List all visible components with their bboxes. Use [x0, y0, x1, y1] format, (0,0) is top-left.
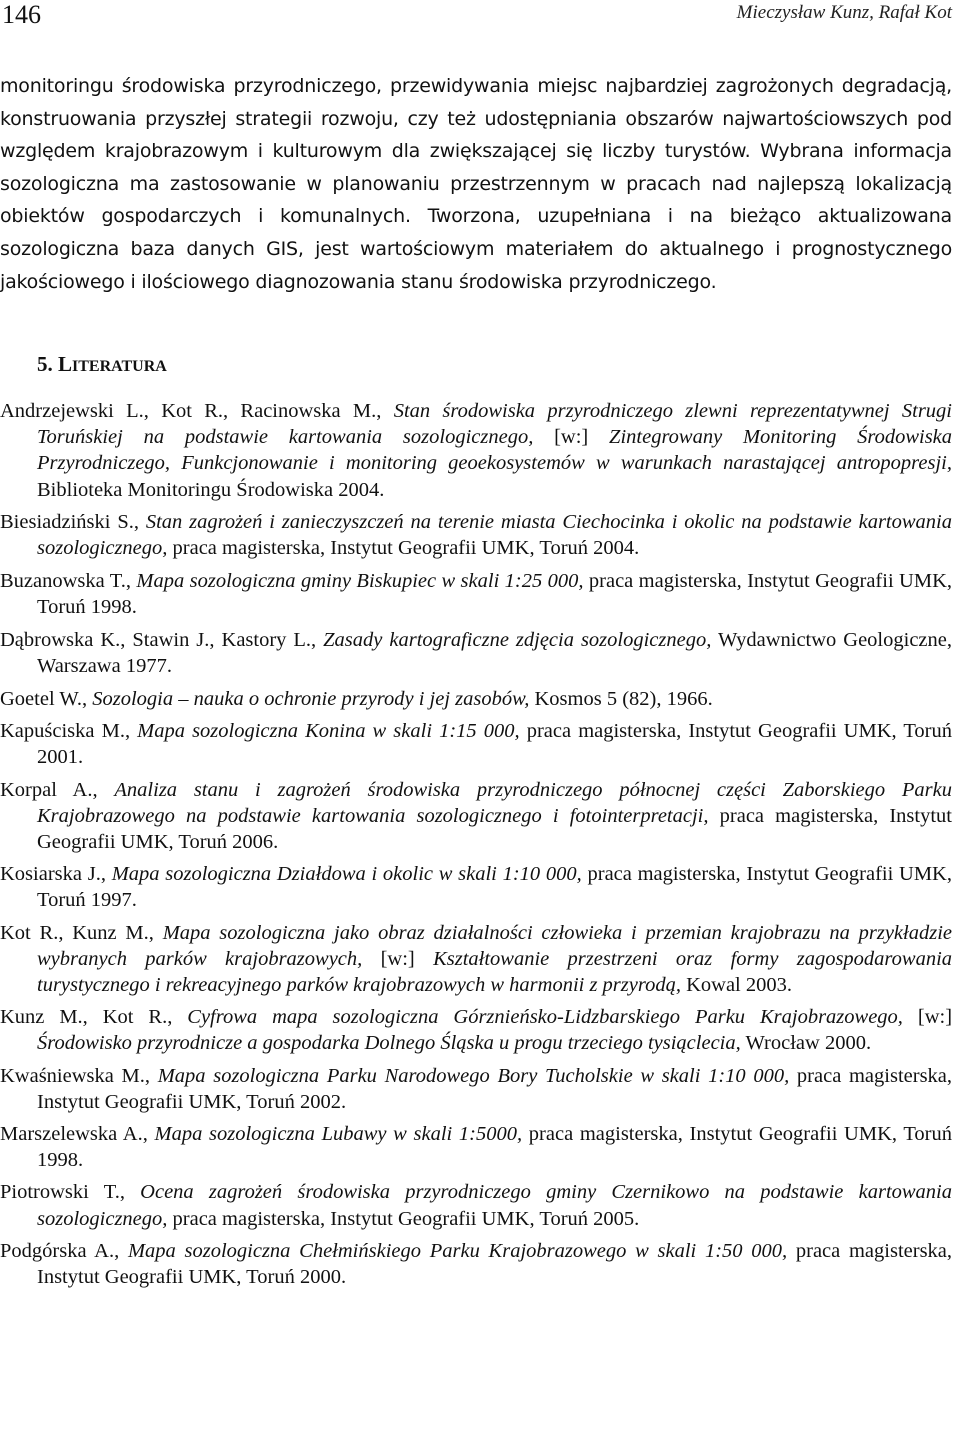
- reference-item: Kosiarska J., Mapa sozologiczna Działdowa i okolic w skali 1:10 000, praca magisterska, Instytut Geografii UMK, Toruń 1997.: [0, 863, 952, 912]
- ref-title: Mapa sozologiczna Działdowa i okolic w skali 1:10 000,: [111, 863, 582, 886]
- ref-title-secondary: Zintegrowany Monitoring Środowiska Przyrodniczego, Funkcjonowanie i monitoring geoekosystemów w warunkach narastającej antropopresji,: [37, 426, 953, 475]
- ref-details: Wydawnictwo Geologiczne, Warszawa 1977.: [37, 628, 952, 677]
- ref-authors: Kot R., Kunz M.: [0, 921, 149, 944]
- reference-item: Podgórska A., Mapa sozologiczna Chełmińskiego Parku Krajobrazowego w skali 1:50 000, praca magisterska, Instytut Geografii UMK, Toruń 2000.: [0, 1239, 953, 1289]
- ref-authors: Buzanowska T.: [0, 570, 126, 593]
- ref-authors: Kwaśniewska M.: [0, 1064, 145, 1087]
- reference-list: [0, 398, 952, 1296]
- reference-item: Kwaśniewska M., Mapa sozologiczna Parku Narodowego Bory Tucholskie w skali 1:10 000, praca magisterska, Instytut Geografii UMK, Toruń 2002.: [0, 1064, 953, 1113]
- ref-authors: Podgórska A.: [0, 1239, 115, 1262]
- ref-title: Mapa sozologiczna Lubawy w skali 1:5000,: [154, 1123, 523, 1146]
- section-heading: [37, 351, 167, 380]
- ref-details: praca magisterska, Instytut Geografii UMK, Toruń 2001.: [37, 720, 953, 769]
- ref-title-secondary: Kształtowanie przestrzeni oraz formy zagospodarowania turystycznego i rekreacyjnego parków krajobrazowych w harmonii z przyrodą,: [37, 947, 953, 997]
- reference-item: Korpal A., Analiza stanu i zagrożeń środowiska przyrodniczego północnej części Zaborskiego Parku Krajobrazowego na podstawie kartowania sozologicznego i fotointerpretacji, praca magisterska, Instytut Geografii UMK, Toruń 2006.: [0, 778, 953, 854]
- ref-details-secondary: Kowal 2003.: [686, 974, 792, 997]
- ref-details: Kosmos 5 (82), 1966.: [534, 688, 713, 711]
- ref-details-secondary: Biblioteka Monitoringu Środowiska 2004.: [37, 478, 385, 501]
- ref-title: Stan środowiska przyrodniczego zlewni reprezentatywnej Strugi Toruńskiej na podstawie kartowania sozologicznego,: [37, 400, 953, 449]
- ref-title: Sozologia – nauka o ochronie przyrody i jej zasobów,: [92, 688, 530, 711]
- reference-item: Kot R., Kunz M., Mapa sozologiczna jako obraz działalności człowieka i przemian krajobrazu na przykładzie wybranych parków krajobrazowych, [w:] Kształtowanie przestrzeni oraz formy zagospodarowania turystycznego i rekreacyjnego parków krajobrazowych w harmonii z przyrodą, Kowal 2003.: [0, 921, 953, 997]
- ref-details: praca magisterska, Instytut Geografii UMK, Toruń 1998.: [37, 570, 952, 619]
- ref-title: Mapa sozologiczna gminy Biskupiec w skali 1:25 000,: [136, 570, 584, 593]
- ref-details: praca magisterska, Instytut Geografii UMK, Toruń 1997.: [37, 863, 952, 912]
- ref-authors: Marszelewska A.: [0, 1123, 143, 1146]
- ref-details: praca magisterska, Instytut Geografii UMK, Toruń 2002.: [37, 1064, 953, 1113]
- section-title-initial: L: [58, 352, 73, 376]
- ref-details: [w:]: [917, 1006, 953, 1029]
- ref-title: Ocena zagrożeń środowiska przyrodniczego gminy Czernikowo na podstawie kartowania sozologicznego,: [37, 1181, 953, 1230]
- section-number: 5.: [37, 352, 53, 376]
- ref-authors: Korpal A.: [0, 778, 93, 801]
- reference-item: Kunz M., Kot R., Cyfrowa mapa sozologiczna Górznieńsko-Lidzbarskiego Parku Krajobrazowego, [w:] Środowisko przyrodnicze a gospodarka Dolnego Śląska u progu trzeciego tysiąclecia, Wrocław 2000.: [0, 1006, 953, 1055]
- ref-authors: Biesiadziński S.: [0, 510, 134, 533]
- ref-details: [w:]: [554, 426, 589, 449]
- ref-title: Mapa sozologiczna Parku Narodowego Bory Tucholskie w skali 1:10 000,: [157, 1064, 790, 1087]
- reference-item: Goetel W., Sozologia – nauka o ochronie przyrody i jej zasobów, Kosmos 5 (82), 1966.: [0, 688, 713, 711]
- ref-title: Analiza stanu i zagrożeń środowiska przyrodniczego północnej części Zaborskiego Parku Krajobrazowego na podstawie kartowania sozologicznego i fotointerpretacji,: [37, 778, 953, 827]
- reference-item: Dąbrowska K., Stawin J., Kastory L., Zasady kartograficzne zdjęcia sozologicznego, Wydawnictwo Geologiczne, Warszawa 1977.: [0, 628, 952, 677]
- ref-title: Stan zagrożeń i zanieczyszczeń na terenie miasta Ciechocinka i okolic na podstawie kartowania sozologicznego,: [37, 510, 952, 560]
- ref-title: Mapa sozologiczna Konina w skali 1:15 000,: [137, 720, 520, 743]
- running-head-authors: Mieczysław Kunz, Rafał Kot: [736, 2, 952, 23]
- ref-title: Zasady kartograficzne zdjęcia sozologicznego,: [323, 628, 712, 651]
- ref-details: praca magisterska, Instytut Geografii UMK, Toruń 2000.: [37, 1239, 953, 1289]
- ref-authors: Andrzejewski L., Kot R., Racinowska M.: [0, 400, 377, 422]
- reference-item: Kapuściska M., Mapa sozologiczna Konina w skali 1:15 000, praca magisterska, Instytut Geografii UMK, Toruń 2001.: [0, 720, 953, 769]
- ref-title: Cyfrowa mapa sozologiczna Górznieńsko-Lidzbarskiego Parku Krajobrazowego,: [187, 1006, 903, 1029]
- ref-authors: Kapuściska M.: [0, 720, 125, 743]
- section-title-rest: ITERATURA: [72, 358, 167, 375]
- body-paragraph: monitoringu środowiska przyrodniczego, przewidywania miejsc najbardziej zagrożonych degradacją, konstruowania przyszłej strategii rozwoju, czy też udostępniania obszarów najwartościowszych pod względem krajobrazowym i kulturowym dla zwiększającej się liczby turystów. Wybrana informacja sozologiczna ma zastosowanie w planowaniu przestrzennym w pracach nad najlepszą lokalizacją obiektów gospodarczych i komunalnych. Tworzona, uzupełniana i na bieżąco aktualizowana sozologiczna baza danych GIS, jest wartościowym materiałem do aktualnego i prognostycznego jakościowego i ilościowego diagnozowania stanu środowiska przyrodniczego.: [0, 75, 952, 293]
- ref-title: Mapa sozologiczna Chełmińskiego Parku Krajobrazowego w skali 1:50 000,: [127, 1239, 788, 1262]
- reference-item: Marszelewska A., Mapa sozologiczna Lubawy w skali 1:5000, praca magisterska, Instytut Geografii UMK, Toruń 1998.: [0, 1123, 952, 1172]
- ref-authors: Dąbrowska K., Stawin J., Kastory L.: [0, 628, 312, 651]
- reference-item: Piotrowski T., Ocena zagrożeń środowiska przyrodniczego gminy Czernikowo na podstawie kartowania sozologicznego, praca magisterska, Instytut Geografii UMK, Toruń 2005.: [0, 1181, 953, 1230]
- ref-details: praca magisterska, Instytut Geografii UMK, Toruń 2005.: [172, 1207, 640, 1230]
- ref-title-secondary: Środowisko przyrodnicze a gospodarka Dolnego Śląska u progu trzeciego tysiąclecia,: [37, 1032, 741, 1055]
- ref-details: praca magisterska, Instytut Geografii UMK, Toruń 2004.: [172, 537, 640, 560]
- ref-details: praca magisterska, Instytut Geografii UMK, Toruń 2006.: [37, 804, 953, 854]
- ref-details: [w:]: [380, 947, 415, 970]
- ref-authors: Piotrowski T.: [0, 1181, 120, 1204]
- ref-authors: Kunz M., Kot R.: [0, 1006, 168, 1029]
- page-header: [0, 0, 952, 30]
- ref-authors: Kosiarska J.: [0, 863, 101, 886]
- page-number: 146: [2, 0, 41, 29]
- ref-details-secondary: Wrocław 2000.: [745, 1032, 872, 1055]
- reference-item: Buzanowska T., Mapa sozologiczna gminy Biskupiec w skali 1:25 000, praca magisterska, Instytut Geografii UMK, Toruń 1998.: [0, 570, 952, 619]
- reference-item: Andrzejewski L., Kot R., Racinowska M., Stan środowiska przyrodniczego zlewni reprezentatywnej Strugi Toruńskiej na podstawie kartowania sozologicznego, [w:] Zintegrowany Monitoring Środowiska Przyrodniczego, Funkcjonowanie i monitoring geoekosystemów w warunkach narastającej antropopresji, Biblioteka Monitoringu Środowiska 2004.: [0, 400, 953, 501]
- reference-item: Biesiadziński S., Stan zagrożeń i zanieczyszczeń na terenie miasta Ciechocinka i okolic na podstawie kartowania sozologicznego, praca magisterska, Instytut Geografii UMK, Toruń 2004.: [0, 510, 952, 560]
- ref-title: Mapa sozologiczna jako obraz działalności człowieka i przemian krajobrazu na przykładzie wybranych parków krajobrazowych,: [37, 921, 953, 970]
- ref-details: praca magisterska, Instytut Geografii UMK, Toruń 1998.: [37, 1123, 952, 1172]
- ref-authors: Goetel W.: [0, 688, 82, 711]
